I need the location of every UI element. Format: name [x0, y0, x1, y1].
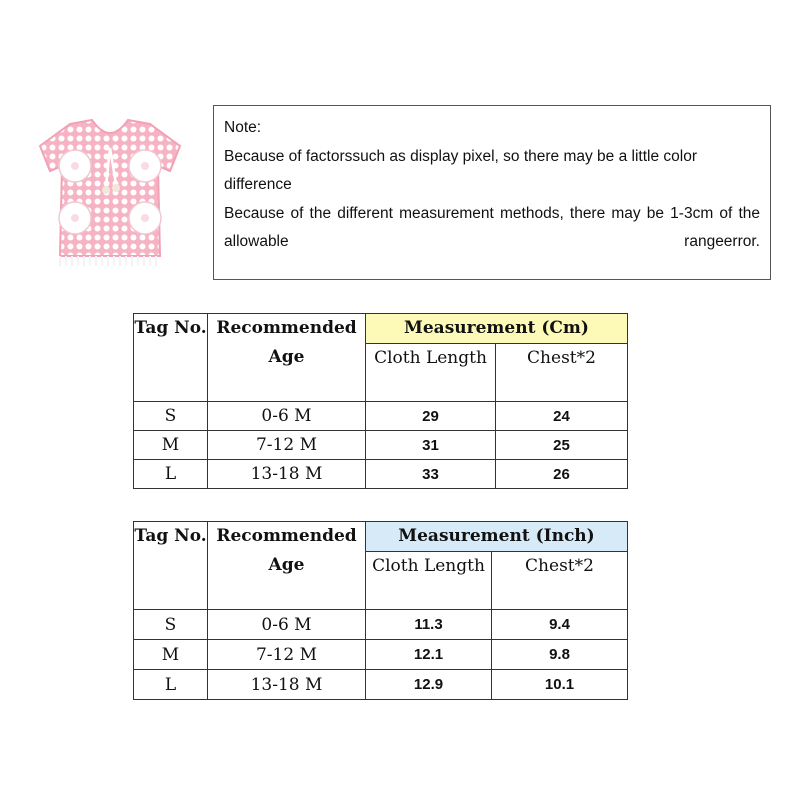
age-cell: 0-6 M [208, 610, 366, 640]
size-table-inch [133, 521, 628, 700]
length-cell: 29 [366, 402, 496, 431]
measurement-header: Measurement (Inch) [366, 522, 628, 552]
table-row [134, 460, 628, 489]
age-header: Recommended Age [208, 522, 366, 610]
table-row [134, 610, 628, 640]
tag-header: Tag No. [134, 314, 208, 402]
age-cell: 7-12 M [208, 640, 366, 670]
age-header: Recommended Age [208, 314, 366, 402]
length-cell: 12.9 [366, 670, 492, 700]
cloth-length-header: Cloth Length [366, 344, 496, 402]
cloth-length-header: Cloth Length [366, 552, 492, 610]
length-cell: 33 [366, 460, 496, 489]
chest-header: Chest*2 [496, 344, 628, 402]
table-row [134, 640, 628, 670]
tag-cell: L [134, 670, 208, 700]
age-cell: 13-18 M [208, 460, 366, 489]
chest-cell: 24 [496, 402, 628, 431]
size-table-cm [133, 313, 628, 489]
age-cell: 13-18 M [208, 670, 366, 700]
chest-cell: 25 [496, 431, 628, 460]
tag-cell: M [134, 640, 208, 670]
length-cell: 12.1 [366, 640, 492, 670]
note-line-measurement: Because of the different measurement methods, there may be 1-3cm of the allowable rangeerror. [224, 204, 760, 250]
tag-header: Tag No. [134, 522, 208, 610]
age-cell: 7-12 M [208, 431, 366, 460]
table-row [134, 402, 628, 431]
chest-cell: 10.1 [492, 670, 628, 700]
tag-cell: L [134, 460, 208, 489]
note-title: Note: [224, 119, 262, 136]
chest-cell: 9.8 [492, 640, 628, 670]
tag-cell: S [134, 610, 208, 640]
chest-cell: 26 [496, 460, 628, 489]
length-cell: 11.3 [366, 610, 492, 640]
note-box [213, 105, 771, 280]
chest-cell: 9.4 [492, 610, 628, 640]
tag-cell: S [134, 402, 208, 431]
measurement-header: Measurement (Cm) [366, 314, 628, 344]
chest-header: Chest*2 [492, 552, 628, 610]
pink-crochet-vest-icon [30, 116, 190, 276]
table-row [134, 670, 628, 700]
length-cell: 31 [366, 431, 496, 460]
note-line-color: Because of factorssuch as display pixel, so there may be a little color difference [224, 147, 697, 193]
tag-cell: M [134, 431, 208, 460]
age-cell: 0-6 M [208, 402, 366, 431]
product-image [30, 116, 190, 276]
table-row [134, 431, 628, 460]
